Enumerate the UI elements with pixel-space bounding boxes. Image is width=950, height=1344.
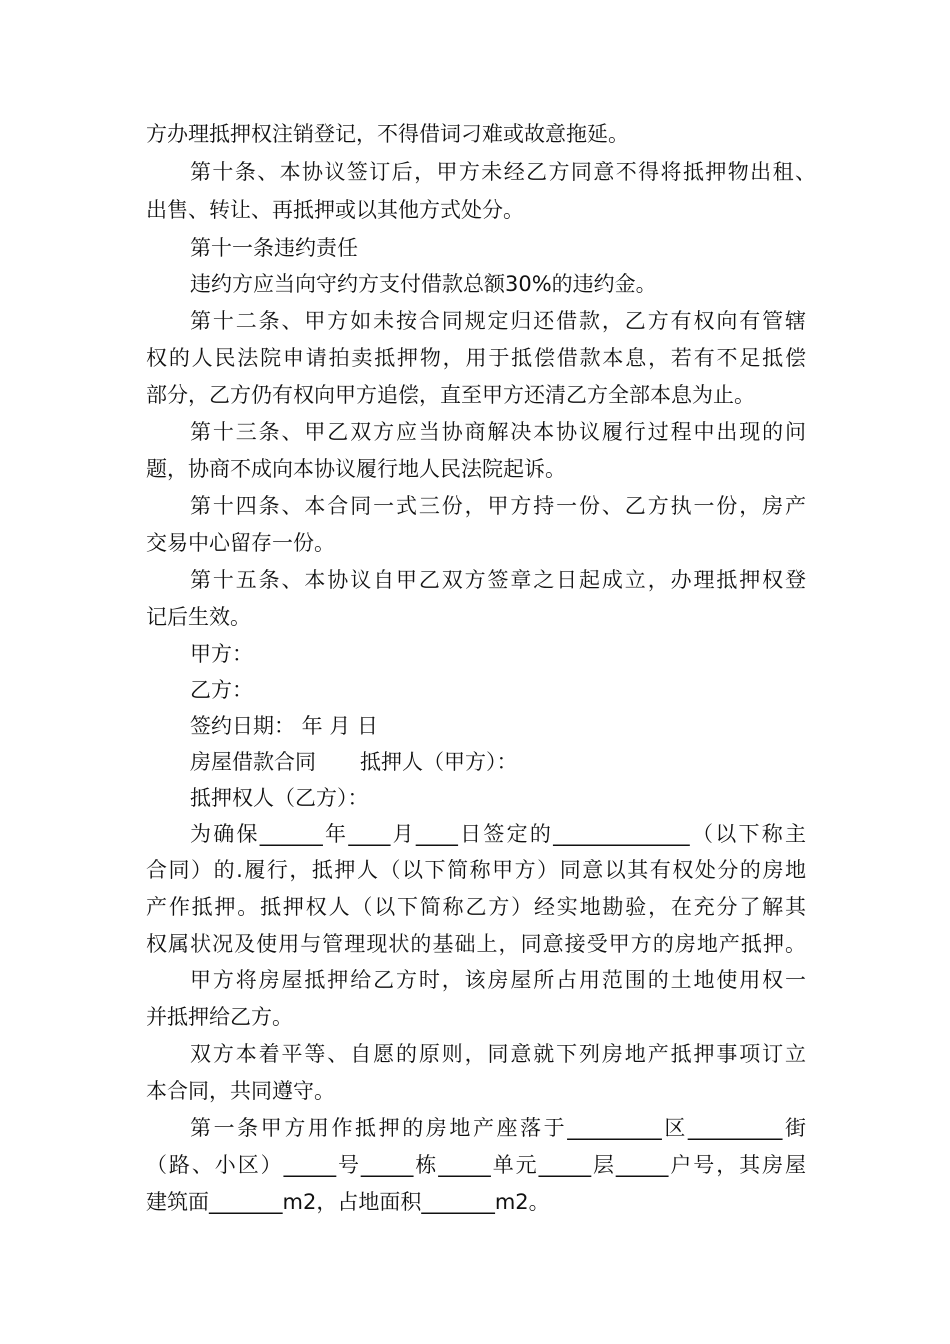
text-line: 为确保______年____月____日签定的_____________（以下称主 [190, 822, 806, 846]
section-heading: 第十一条违约责任 [190, 236, 358, 260]
text-line: 第一条甲方用作抵押的房地产座落于_________区_________街 [190, 1116, 806, 1140]
text-line: 部分，乙方仍有权向甲方追偿，直至甲方还清乙方全部本息为止。 [146, 383, 755, 407]
text-line: 双方本着平等、自愿的原则，同意就下列房地产抵押事项订立 [190, 1042, 806, 1066]
text-line: 违约方应当向守约方支付借款总额30%的违约金。 [190, 272, 657, 296]
text-line: 甲方将房屋抵押给乙方时，该房屋所占用范围的土地使用权一 [190, 968, 806, 992]
text-line: 方办理抵押权注销登记，不得借词刁难或故意拖延。 [146, 122, 629, 146]
text-line: 交易中心留存一份。 [146, 531, 335, 555]
text-line: 第十二条、甲方如未按合同规定归还借款，乙方有权向有管辖 [190, 309, 806, 333]
text-line: （路、小区）_____号_____栋_____单元_____层_____户号，其房屋 [146, 1153, 806, 1177]
title-line [190, 744, 860, 780]
text-line: 产作抵押。抵押权人（以下简称乙方）经实地勘验，在充分了解其 [146, 895, 806, 919]
text-line: 并抵押给乙方。 [146, 1005, 293, 1029]
text-line: 权属状况及使用与管理现状的基础上，同意接受甲方的房地产抵押。 [146, 932, 806, 956]
text-line: 本合同，共同遵守。 [146, 1079, 335, 1103]
text-line: 第十四条、本合同一式三份，甲方持一份、乙方执一份，房产 [190, 494, 806, 518]
document-title: 房屋借款合同 [190, 750, 316, 774]
signature-party-a: 甲方： [190, 642, 253, 666]
text-line: 记后生效。 [146, 605, 251, 629]
text-line: 第十条、本协议签订后，甲方未经乙方同意不得将抵押物出租、 [190, 160, 816, 184]
text-line: 出售、转让、再抵押或以其他方式处分。 [146, 198, 524, 222]
text-line: 第十五条、本协议自甲乙双方签章之日起成立，办理抵押权登 [190, 568, 806, 592]
text-line: 权的人民法院申请拍卖抵押物，用于抵偿借款本息，若有不足抵偿 [146, 346, 806, 370]
signing-date: 签约日期： 年 月 日 [190, 714, 379, 738]
mortgagee-label: 抵押权人（乙方）： [190, 786, 369, 810]
text-line: 建筑面_______m2，占地面积_______m2。 [146, 1190, 550, 1214]
signature-party-b: 乙方： [190, 678, 253, 702]
text-line: 第十三条、甲乙双方应当协商解决本协议履行过程中出现的问 [190, 420, 806, 444]
text-line: 合同）的.履行，抵押人（以下简称甲方）同意以其有权处分的房地 [146, 858, 806, 882]
mortgagor-label: 抵押人（甲方）： [360, 750, 518, 774]
text-line: 题，协商不成向本协议履行地人民法院起诉。 [146, 457, 566, 481]
